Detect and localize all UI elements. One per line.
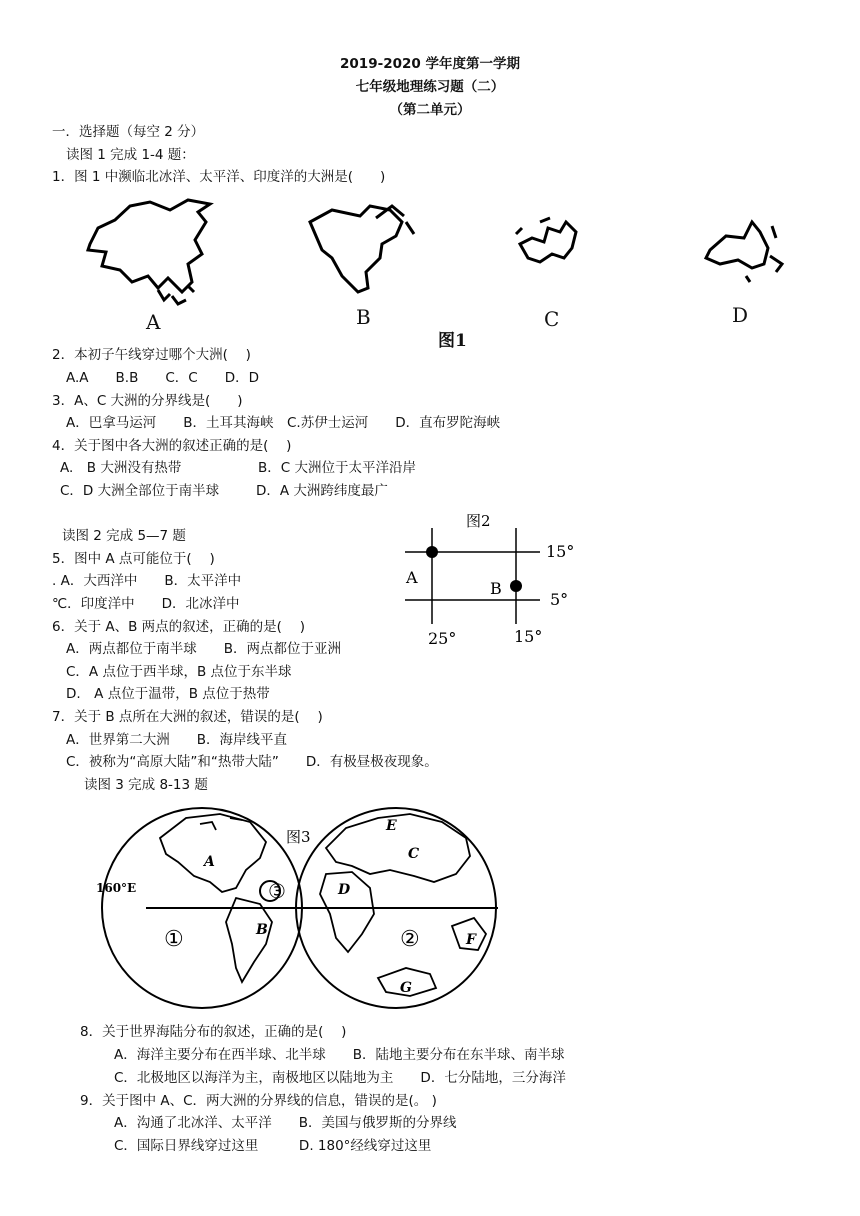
figure-1-label-c: C: [544, 307, 560, 331]
question-6-options-ab: A．两点都位于南半球 B．两点都位于亚洲: [66, 641, 341, 657]
point-b-label: B: [490, 579, 502, 598]
question-5: 5．图中 A 点可能位于( ): [52, 551, 215, 567]
point-a-label: A: [406, 568, 418, 587]
question-6-option-d: D. A 点位于温带，B 点位于热带: [66, 686, 270, 702]
question-4: 4．关于图中各大洲的叙述正确的是( ): [52, 438, 292, 454]
latitude-15-label: 15°: [546, 542, 575, 561]
question-9: 9．关于图中 A、C．两大洲的分界线的信息，错误的是(。 ): [80, 1093, 437, 1109]
continent-b-label: B: [256, 922, 268, 938]
question-6: 6．关于 A、B 两点的叙述，正确的是( ): [52, 619, 305, 635]
longitude-15-label: 15°: [514, 627, 543, 646]
question-3-options: A．巴拿马运河 B．土耳其海峡 C.苏伊士运河 D．直布罗陀海峡: [66, 415, 501, 431]
continent-b-outline: [310, 206, 402, 292]
continent-a-label: A: [204, 854, 215, 870]
continent-d-label: D: [338, 882, 351, 898]
question-4-option-b: B．C 大洲位于太平洋沿岸: [258, 460, 416, 476]
figure-3-world-map: [90, 796, 510, 1018]
question-4-option-c: C．D 大洲全部位于南半球: [60, 483, 220, 499]
figure-1-label-b: B: [356, 305, 371, 329]
figure-3-title: 图3: [286, 828, 311, 846]
doc-title-line3: （第二单元）: [389, 102, 471, 118]
question-8-options-cd: C．北极地区以海洋为主，南极地区以陆地为主 D．七分陆地，三分海洋: [114, 1070, 566, 1086]
question-4-option-d: D．A 大洲跨纬度最广: [256, 483, 388, 499]
doc-title-line1: 2019-2020 学年度第一学期: [340, 56, 520, 72]
question-5-options-cd: ℃．印度洋中 D．北冰洋中: [52, 596, 240, 612]
read-fig1-instruction: 读图 1 完成 1-4 题：: [66, 147, 195, 163]
figure-1-label-a: A: [146, 310, 161, 334]
question-2: 2．本初子午线穿过哪个大洲( ): [52, 347, 251, 363]
question-4-option-a: A. B 大洲没有热带: [60, 460, 182, 476]
figure-1-label-d: D: [732, 303, 749, 327]
doc-title-line2: 七年级地理练习题（二）: [355, 79, 505, 95]
continent-c-outline: [520, 222, 576, 262]
question-7-options-ab: A．世界第二大洲 B．海岸线平直: [66, 732, 287, 748]
question-7-options-cd: C．被称为“高原大陆”和“热带大陆” D．有极昼极夜现象。: [66, 754, 438, 770]
point-b-dot: [510, 580, 522, 592]
continent-c-label: C: [408, 846, 420, 862]
section-title: 一．选择题（每空 2 分）: [52, 124, 205, 140]
ocean-2-label: ②: [400, 927, 420, 952]
continent-d-outline: [706, 222, 768, 268]
question-9-options-ab: A．沟通了北冰洋、太平洋 B．美国与俄罗斯的分界线: [114, 1115, 457, 1131]
ocean-1-label: ①: [164, 927, 184, 952]
continent-f-label: F: [466, 932, 476, 948]
read-fig3-instruction: 读图 3 完成 8-13 题: [84, 777, 208, 793]
figure-1-continents: [70, 192, 800, 350]
figure-2-title: 图2: [466, 512, 491, 530]
longitude-25-label: 25°: [428, 629, 457, 648]
question-7: 7．关于 B 点所在大洲的叙述，错误的是( ): [52, 709, 323, 725]
question-8: 8．关于世界海陆分布的叙述，正确的是( ): [80, 1024, 347, 1040]
continent-g-label: G: [400, 980, 412, 996]
point-a-dot: [426, 546, 438, 558]
ocean-3-label: ③: [268, 879, 286, 903]
longitude-160e-label: 160°E: [96, 881, 137, 895]
question-5-options-ab: . A．大西洋中 B．太平洋中: [52, 573, 242, 589]
question-2-options: A.A B.B C．C D．D: [66, 370, 259, 386]
question-9-options-cd: C．国际日界线穿过这里 D. 180°经线穿过这里: [114, 1138, 432, 1154]
read-fig2-instruction: 读图 2 完成 5—7 题: [62, 528, 186, 544]
question-8-options-ab: A．海洋主要分布在西半球、北半球 B．陆地主要分布在东半球、南半球: [114, 1047, 565, 1063]
figure-1-caption: 图1: [438, 331, 467, 351]
figure-2-grid: [400, 508, 590, 650]
latitude-5-label: 5°: [550, 590, 569, 609]
question-6-option-c: C．A 点位于西半球，B 点位于东半球: [66, 664, 292, 680]
continent-e-label: E: [386, 818, 397, 834]
question-1: 1．图 1 中濒临北冰洋、太平洋、印度洋的大洲是( ): [52, 169, 386, 185]
continent-a-outline: [88, 200, 210, 292]
question-3: 3．A、C 大洲的分界线是( ): [52, 393, 243, 409]
